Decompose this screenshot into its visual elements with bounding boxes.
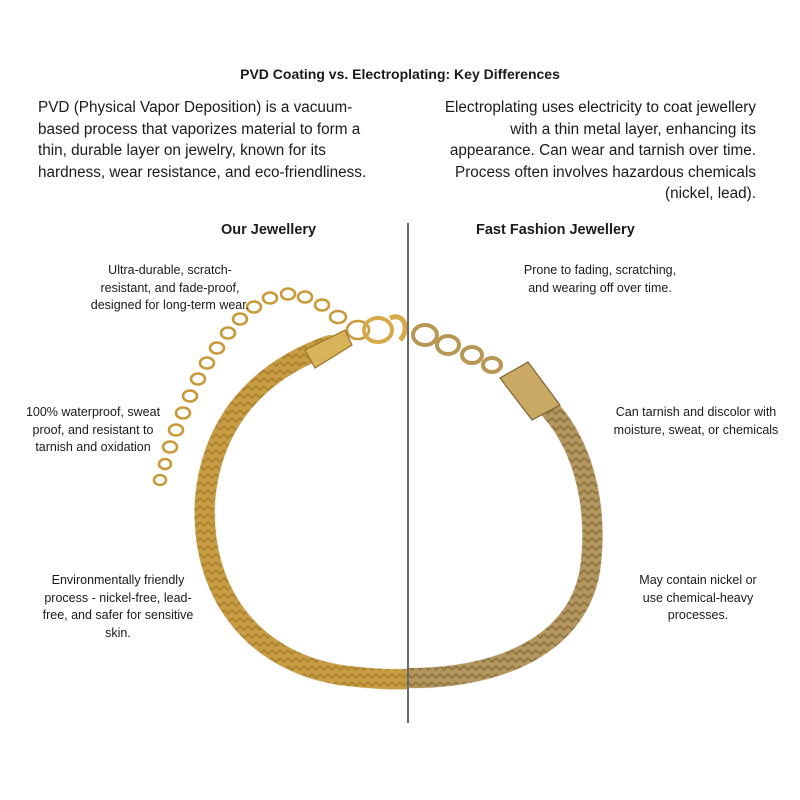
pvd-note-durability: Ultra-durable, scratch-resistant, and fade-proof, designed for long-term wear.	[90, 263, 250, 312]
center-divider	[407, 223, 409, 723]
fast-note-tarnish: Can tarnish and discolor with moisture, sweat, or chemicals	[613, 405, 779, 437]
fast-note-nickel: May contain nickel or use chemical-heavy processes.	[639, 573, 757, 622]
pvd-note-eco: Environmentally friendly process - nickel-free, lead-free, and safer for sensitive skin.	[42, 573, 194, 640]
page-title: PVD Coating vs. Electroplating: Key Differences	[240, 66, 560, 82]
electroplated-bracelet	[400, 325, 592, 678]
pvd-note-waterproof: 100% waterproof, sweat proof, and resistant to tarnish and oxidation	[25, 405, 161, 454]
our-jewellery-heading: Our Jewellery	[221, 222, 317, 238]
fast-fashion-heading: Fast Fashion Jewellery	[476, 222, 635, 238]
electroplating-intro-text: Electroplating uses electricity to coat jewellery with a thin metal layer, enhancing its appearance. Can wear and tarnish over time. Process often involves hazardous chemicals (nickel, lead).	[444, 99, 756, 202]
fast-note-fading: Prone to fading, scratching, and wearing off over time.	[523, 263, 677, 295]
pvd-intro-text: PVD (Physical Vapor Deposition) is a vacuum-based process that vaporizes material to form a thin, durable layer on jewelry, known for its hardness, wear resistance, and eco-friendliness.	[38, 99, 367, 181]
